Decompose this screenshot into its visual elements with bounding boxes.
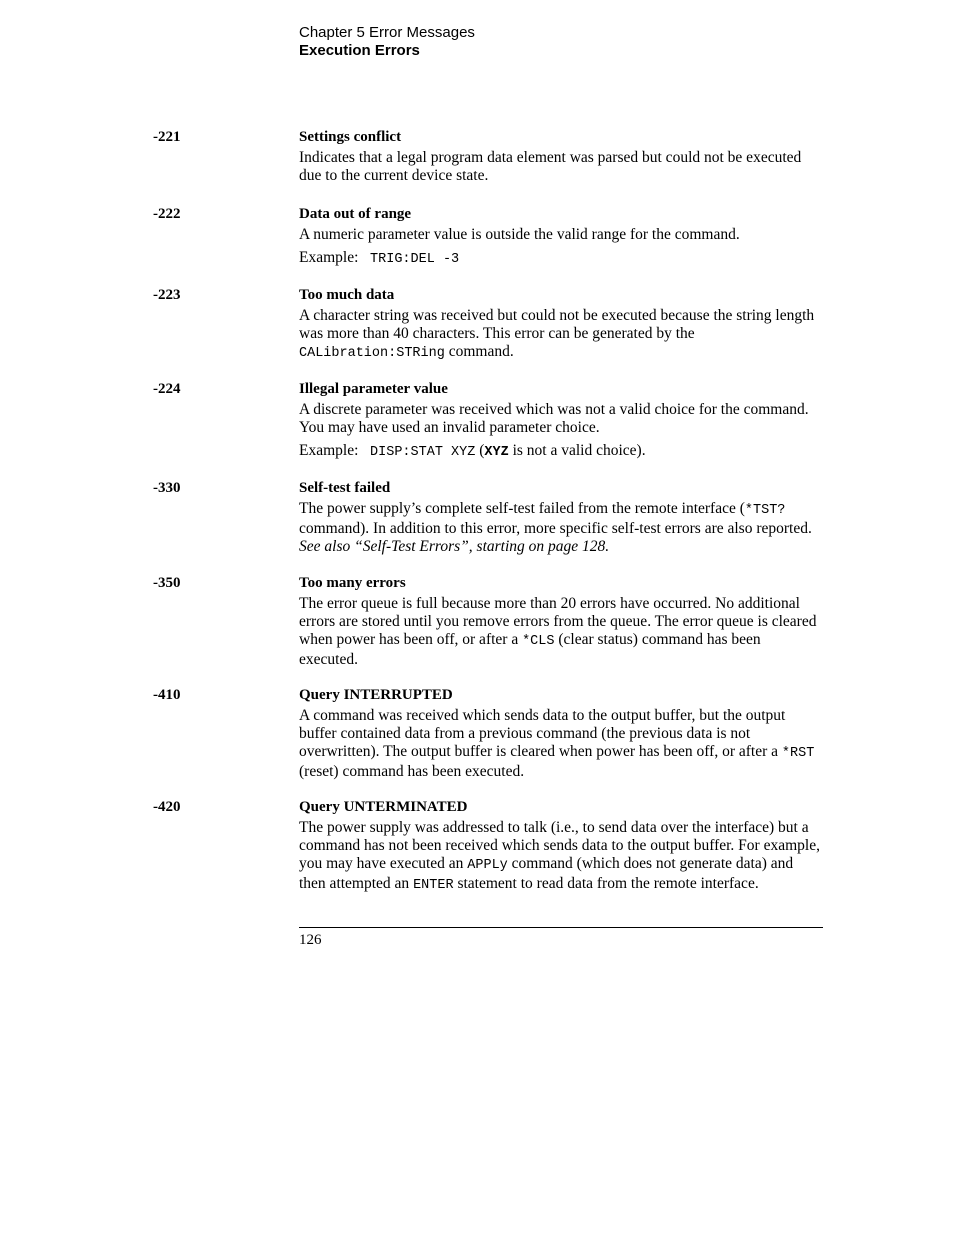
chapter-heading: Chapter 5 Error Messages bbox=[299, 24, 475, 41]
error-description: Indicates that a legal program data element was parsed but could not be executed due to the current device state. bbox=[299, 149, 802, 184]
error-body bbox=[299, 380, 823, 462]
error-description bbox=[299, 595, 823, 669]
description-text: command. bbox=[444, 343, 514, 360]
error-body bbox=[299, 574, 823, 669]
command-name: *RST bbox=[781, 746, 815, 761]
command-name: *TST? bbox=[744, 503, 786, 518]
error-body bbox=[299, 686, 823, 781]
error-code: -330 bbox=[153, 480, 181, 496]
example-line bbox=[299, 249, 823, 269]
description-text: statement to read data from the remote interface. bbox=[453, 875, 759, 892]
description-text: The error queue is full because more than 20 errors have occurred. No additional errors are stored until you remove errors from the queue. The error queue is cleared when power has been off, or after a bbox=[299, 595, 817, 648]
command-name: CALibration:STRing bbox=[299, 346, 445, 361]
example-bold-value: XYZ bbox=[484, 445, 509, 460]
example-line bbox=[299, 442, 823, 462]
error-title: Self-test failed bbox=[299, 480, 391, 496]
error-code: -224 bbox=[153, 381, 181, 397]
description-text: A command was received which sends data to the output buffer, but the output buffer contained data from a previous command (the previous data is not overwritten). The output buffer is cleared when power has been off, or after a bbox=[299, 707, 786, 760]
error-title: Too many errors bbox=[299, 575, 406, 591]
error-title: Settings conflict bbox=[299, 129, 402, 145]
description-text: The power supply’s complete self-test failed from the remote interface ( bbox=[299, 500, 745, 517]
error-description bbox=[299, 707, 823, 781]
error-code: -420 bbox=[153, 799, 181, 815]
error-code: -350 bbox=[153, 575, 181, 591]
error-title: Too much data bbox=[299, 287, 395, 303]
error-description bbox=[299, 819, 823, 895]
error-description: A discrete parameter was received which was not a valid choice for the command. You may have used an invalid parameter choice. bbox=[299, 401, 809, 436]
error-description bbox=[299, 307, 823, 363]
footer-rule bbox=[299, 927, 823, 928]
description-text: command (which does not generate data) and then attempted an bbox=[299, 855, 794, 892]
error-code: -222 bbox=[153, 206, 181, 222]
example-text: is not a valid choice). bbox=[508, 442, 646, 459]
description-text: A character string was received but could not be executed because the string length was more than 40 characters. This error can be generated by the bbox=[299, 307, 815, 342]
example-text: ( bbox=[475, 442, 485, 459]
example-label: Example: bbox=[299, 249, 359, 266]
cross-reference: See also “Self-Test Errors”, starting on page 128. bbox=[299, 538, 610, 555]
error-title: Query INTERRUPTED bbox=[299, 687, 453, 703]
example-command: DISP:STAT XYZ bbox=[370, 445, 476, 460]
command-name: *CLS bbox=[522, 634, 555, 649]
error-body bbox=[299, 798, 823, 895]
description-text: (clear status) command has been executed. bbox=[299, 631, 761, 668]
error-body bbox=[299, 205, 823, 269]
page-number: 126 bbox=[299, 932, 322, 948]
error-title: Query UNTERMINATED bbox=[299, 799, 468, 815]
description-text: The power supply was addressed to talk (i.e., to send data over the interface) but a command has not been received which sends data to the output buffer. For example, you may have executed an bbox=[299, 819, 820, 872]
description-text: (reset) command has been executed. bbox=[299, 763, 525, 780]
error-description: A numeric parameter value is outside the valid range for the command. bbox=[299, 226, 740, 243]
error-code: -410 bbox=[153, 687, 181, 703]
error-description bbox=[299, 500, 823, 556]
error-body bbox=[299, 286, 823, 363]
example-label: Example: bbox=[299, 442, 359, 459]
section-heading: Execution Errors bbox=[299, 42, 420, 59]
error-title: Data out of range bbox=[299, 206, 412, 222]
error-code: -223 bbox=[153, 287, 181, 303]
command-name: ENTER bbox=[413, 878, 454, 893]
example-command: TRIG:DEL -3 bbox=[370, 252, 460, 267]
error-code: -221 bbox=[153, 129, 181, 145]
description-text: command). In addition to this error, more specific self-test errors are also reported. bbox=[299, 520, 812, 537]
error-body bbox=[299, 479, 823, 556]
error-body bbox=[299, 128, 823, 185]
command-name: APPLy bbox=[467, 858, 508, 873]
error-title: Illegal parameter value bbox=[299, 381, 448, 397]
